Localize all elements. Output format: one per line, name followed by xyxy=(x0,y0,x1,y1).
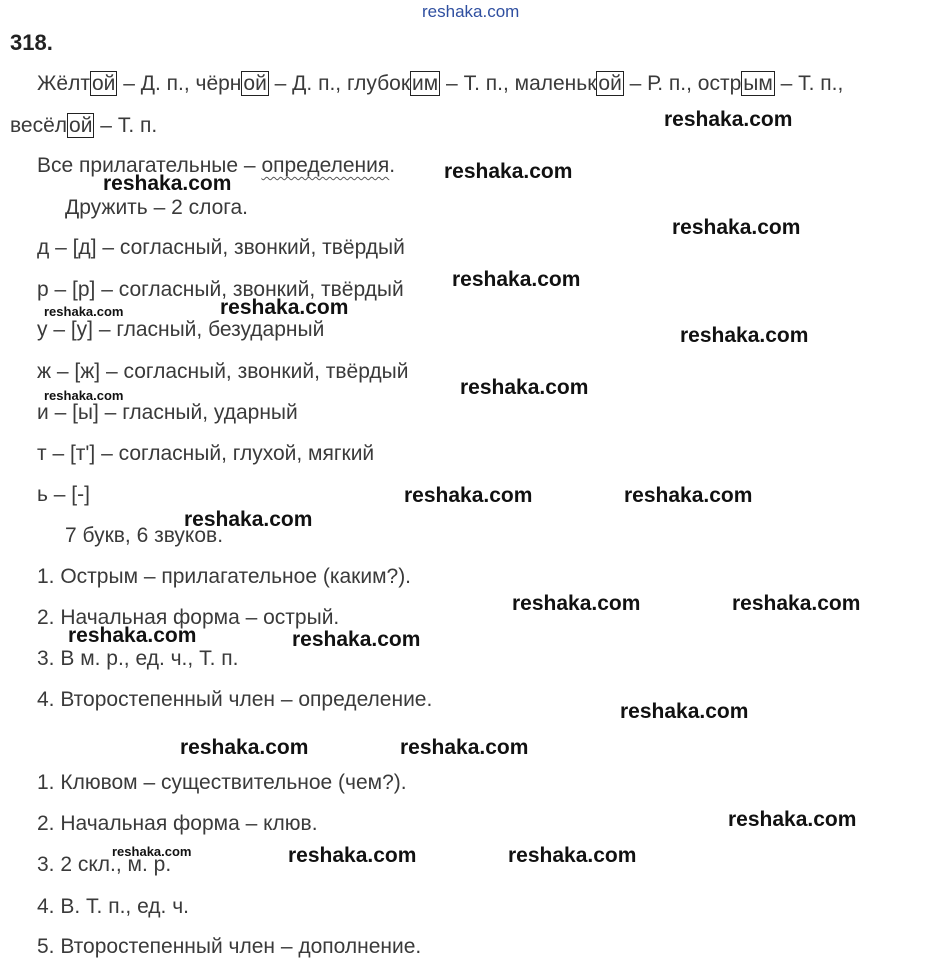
ending-box: ой xyxy=(598,72,622,95)
watermark: reshaka.com xyxy=(452,268,581,291)
word: Жёлт xyxy=(37,72,90,95)
word: остр xyxy=(697,72,742,95)
case-text: – Т. п., xyxy=(440,72,515,95)
watermark: reshaka.com xyxy=(460,376,589,399)
watermark: reshaka.com xyxy=(220,296,349,319)
word: весёл xyxy=(10,114,68,137)
text-line: ь – [-] xyxy=(37,483,90,506)
watermark: reshaka.com xyxy=(180,736,309,759)
case-text: – Р. п., xyxy=(623,72,698,95)
text-line: 2. Начальная форма – клюв. xyxy=(37,812,318,835)
text: Все прилагательные – xyxy=(37,154,262,177)
text-line: 4. В. Т. п., ед. ч. xyxy=(37,895,189,918)
watermark: reshaka.com xyxy=(680,324,809,347)
word: чёрн xyxy=(195,72,242,95)
text-line: 2. Начальная форма – острый. xyxy=(37,606,340,629)
case-text: – Т. п. xyxy=(94,114,158,137)
text-line: 7 букв, 6 звуков. xyxy=(65,524,224,547)
text-line: Дружить – 2 слога. xyxy=(65,196,248,219)
watermark: reshaka.com xyxy=(44,388,124,403)
ending-box: им xyxy=(412,72,439,95)
text-line: 3. 2 скл., м. р. xyxy=(37,853,172,876)
watermark: reshaka.com xyxy=(400,736,529,759)
cases-line-2 xyxy=(10,114,157,138)
ending-box: ой xyxy=(69,114,93,137)
text-line: д – [д] – согласный, звонкий, твёрдый xyxy=(37,236,405,259)
watermark: reshaka.com xyxy=(620,700,749,723)
text-line: 1. Острым – прилагательное (каким?). xyxy=(37,565,412,588)
case-text: – Т. п., xyxy=(774,72,844,95)
watermark: reshaka.com xyxy=(288,844,417,867)
text-line: 1. Клювом – существительное (чем?). xyxy=(37,771,407,794)
watermark: reshaka.com xyxy=(44,304,124,319)
watermark: reshaka.com xyxy=(508,844,637,867)
watermark: reshaka.com xyxy=(512,592,641,615)
watermark: reshaka.com xyxy=(68,624,197,647)
watermark: reshaka.com xyxy=(728,808,857,831)
ending-box: ым xyxy=(743,72,773,95)
ending-box: ой xyxy=(91,72,116,95)
underlined-word: определения xyxy=(261,154,390,177)
ending-box: ой xyxy=(243,72,267,95)
word: маленьк xyxy=(514,72,597,95)
text: . xyxy=(389,154,396,177)
text-line: ж – [ж] – согласный, звонкий, твёрдый xyxy=(37,360,409,383)
text-line: и – [ы] – гласный, ударный xyxy=(37,401,298,424)
watermark: reshaka.com xyxy=(664,108,793,131)
watermark: reshaka.com xyxy=(404,484,533,507)
text-line: 4. Второстепенный член – определение. xyxy=(37,688,433,711)
case-text: – Д. п., xyxy=(268,72,347,95)
watermark: reshaka.com xyxy=(292,628,421,651)
watermark: reshaka.com xyxy=(112,844,192,859)
watermark: reshaka.com xyxy=(732,592,861,615)
text-line: 3. В м. р., ед. ч., Т. п. xyxy=(37,647,239,670)
text-line: р – [р] – согласный, звонкий, твёрдый xyxy=(37,278,404,301)
watermark: reshaka.com xyxy=(672,216,801,239)
word: глубок xyxy=(346,72,411,95)
task-number: 318. xyxy=(10,30,53,55)
watermark: reshaka.com xyxy=(184,508,313,531)
watermark: reshaka.com xyxy=(444,160,573,183)
text-line: у – [у] – гласный, безударный xyxy=(37,318,325,341)
watermark: reshaka.com xyxy=(624,484,753,507)
text-line: 5. Второстепенный член – дополнение. xyxy=(37,935,422,958)
header-watermark: reshaka.com xyxy=(422,2,520,21)
text-line: т – [т'] – согласный, глухой, мягкий xyxy=(37,442,375,465)
cases-line-1 xyxy=(37,72,843,96)
watermark: reshaka.com xyxy=(103,172,232,195)
case-text: – Д. п., xyxy=(117,72,196,95)
